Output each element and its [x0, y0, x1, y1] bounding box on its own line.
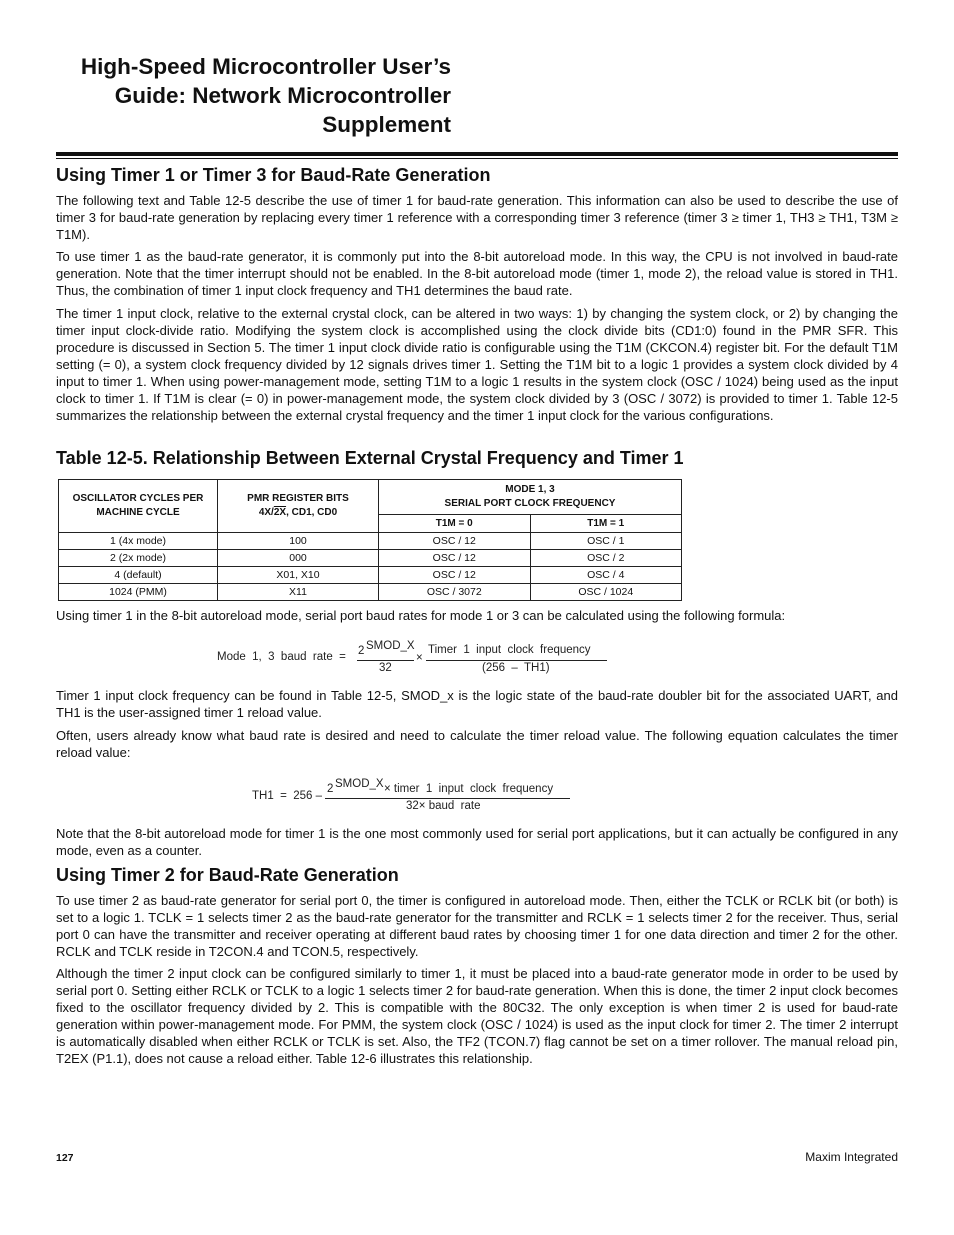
table-row: 1 (4x mode) 100 OSC / 12 OSC / 1	[59, 533, 682, 550]
eq1-denominator-2: (256 – TH1)	[482, 662, 550, 674]
paragraph-reload-intro: Often, users already know what baud rate is desired and need to calculate the timer reload value. The following equation calculates the timer reload value:	[56, 728, 898, 760]
paragraph-intro: The following text and Table 12-5 describe the use of timer 1 for baud-rate generation. This information can also be used to describe the use of timer 3 for baud-rate generation by replacing every timer 1 reference with a corresponding timer 3 reference (timer 3 ≥ timer 1, TH3 ≥ TH1, T3M ≥ T1M).	[56, 193, 898, 242]
eq2-base: 2	[327, 783, 334, 795]
paragraph-formula-intro: Using timer 1 in the 8-bit autoreload mode, serial port baud rates for mode 1 or 3 can be calculated using the following formula:	[56, 608, 786, 623]
document-title	[56, 52, 451, 139]
header-rule-thin	[56, 158, 898, 159]
eq1-exponent: SMOD_X	[366, 640, 415, 652]
eq1-denominator-1: 32	[379, 662, 392, 674]
paragraph-input-clock: The timer 1 input clock, relative to the external crystal clock, can be altered in two ways: 1) by changing the system clock, or 2) by changing the timer input clock-divide ratio. Modifying the system clock is accomplished using the clock divide bits (CD1:0) found in the PMR SFR. This procedure is discussed in Section 5. The timer 1 input clock divide ratio is configurable using the T1M (CKCON.4) register bit. For the default T1M setting (= 0), a system clock frequency divided by 12 signals drives timer 1. Setting the T1M bit to a logic 1 provides a system clock divided by 4 input to timer 1. When using power-management mode, setting T1M to a logic 1 results in the system clock (OSC / 1024) being used as the input clock to timer 1. If T1M is clear (= 0) in power-management mode, the system clock divided by 3 (OSC / 3072) is provided to timer 1. Table 12-5 summarizes the relationship between the external crystal frequency and the timer 1 input clock for the various configurations.	[56, 306, 898, 423]
paragraph-timer2-input-clock: Although the timer 2 input clock can be configured similarly to timer 1, it must be placed into a baud-rate generator mode in order to be used by serial port 0. Setting either RCLK or TCLK to a logic 1 selects timer 2 for baud-rate generation. When this is done, the timer 2 input clock becomes fixed to the oscillator frequency divided by 2. This is compatible with the 80C32. The only exception is when timer 2 is used for baud-rate generation within power-management mode. For PMM, the system clock (OSC / 1024) is used as the input clock for timer 2. The timer 2 interrupt is automatically disabled when either RCLK or TCLK is set. Also, the TF2 (TCON.7) flag cannot be set on a timer rollover. The manual reload pin, T2EX (P1.1), does not cause a reload either. Table 12-6 illustrates this relationship.	[56, 966, 898, 1066]
eq1-fraction-bar-1	[357, 660, 414, 661]
header-pmr-register-bits: PMR REGISTER BITS 4X/2X, CD1, CD0	[218, 480, 379, 533]
page-number: 127	[56, 1152, 74, 1164]
table-row: 4 (default) X01, X10 OSC / 12 OSC / 4	[59, 567, 682, 584]
table-row: 2 (2x mode) 000 OSC / 12 OSC / 2	[59, 550, 682, 567]
eq2-fraction-bar	[325, 798, 570, 799]
paragraph-autoreload: To use timer 1 as the baud-rate generator, it is commonly put into the 8-bit autoreload mode. In this way, the CPU is not involved in baud-rate generation. Note that the timer interrupt should not be enabled. In the 8-bit autoreload mode (timer 1, mode 2), the reload value is stored in TH1. Thus, the combination of timer 1 input clock frequency and TH1 determines the baud rate.	[56, 249, 898, 298]
section-heading-timer1-timer3: Using Timer 1 or Timer 3 for Baud-Rate Generation	[56, 165, 491, 185]
eq1-numerator-2: Timer 1 input clock frequency	[428, 644, 591, 656]
header-oscillator-cycles: OSCILLATOR CYCLES PER MACHINE CYCLE	[59, 480, 218, 533]
header-rule-thick	[56, 152, 898, 156]
header-serial-port-clock: MODE 1, 3 SERIAL PORT CLOCK FREQUENCY	[379, 480, 682, 515]
eq2-exponent: SMOD_X	[335, 778, 384, 790]
paragraph-smod: Timer 1 input clock frequency can be found in Table 12-5, SMOD_x is the logic state of the baud-rate doubler bit for the associated UART, and TH1 is the user-assigned timer 1 reload value.	[56, 688, 898, 720]
eq1-fraction-bar-2	[426, 660, 607, 661]
section-heading-timer2: Using Timer 2 for Baud-Rate Generation	[56, 865, 399, 885]
eq1-times: ×	[416, 652, 423, 664]
paragraph-autoreload-note: Note that the 8-bit autoreload mode for timer 1 is the one most commonly used for serial port applications, but it can actually be configured in any mode, even as a counter.	[56, 826, 898, 858]
title-line-2: Guide: Network Microcontroller	[114, 83, 451, 108]
title-line-3: Supplement	[322, 112, 451, 137]
table-row: 1024 (PMM) X11 OSC / 3072 OSC / 1024	[59, 584, 682, 601]
table-header-row	[59, 480, 682, 515]
eq2-denominator: 32× baud rate	[406, 800, 481, 812]
eq1-lhs: Mode 1, 3 baud rate =	[217, 651, 346, 663]
eq2-numerator: × timer 1 input clock frequency	[384, 783, 554, 795]
paragraph-timer2-config: To use timer 2 as baud-rate generator for serial port 0, the timer is configured in autoreload mode. Then, either the TCLK or RCLK bit (or both) is set to a logic 1. TCLK = 1 selects timer 2 as the baud-rate generator for the transmitter and RCLK = 1 selects timer 2 for the receiver. Thus, serial port 0 can have the transmitter and receiver operating at different baud rates by choosing timer 1 for one data direction and timer 2 for the other. RCLK and TCLK reside in T2CON.4 and TCON.5, respectively.	[56, 893, 898, 959]
company-name: Maxim Integrated	[805, 1150, 898, 1164]
relationship-table	[58, 479, 682, 601]
eq2-lhs: TH1 = 256 –	[252, 790, 322, 802]
header-t1m-0: T1M = 0	[379, 515, 531, 533]
eq1-base: 2	[358, 645, 365, 657]
table-caption: Table 12-5. Relationship Between External Crystal Frequency and Timer 1	[56, 448, 684, 468]
title-line-1: High-Speed Microcontroller User’s	[80, 54, 451, 79]
header-t1m-1: T1M = 1	[530, 515, 682, 533]
